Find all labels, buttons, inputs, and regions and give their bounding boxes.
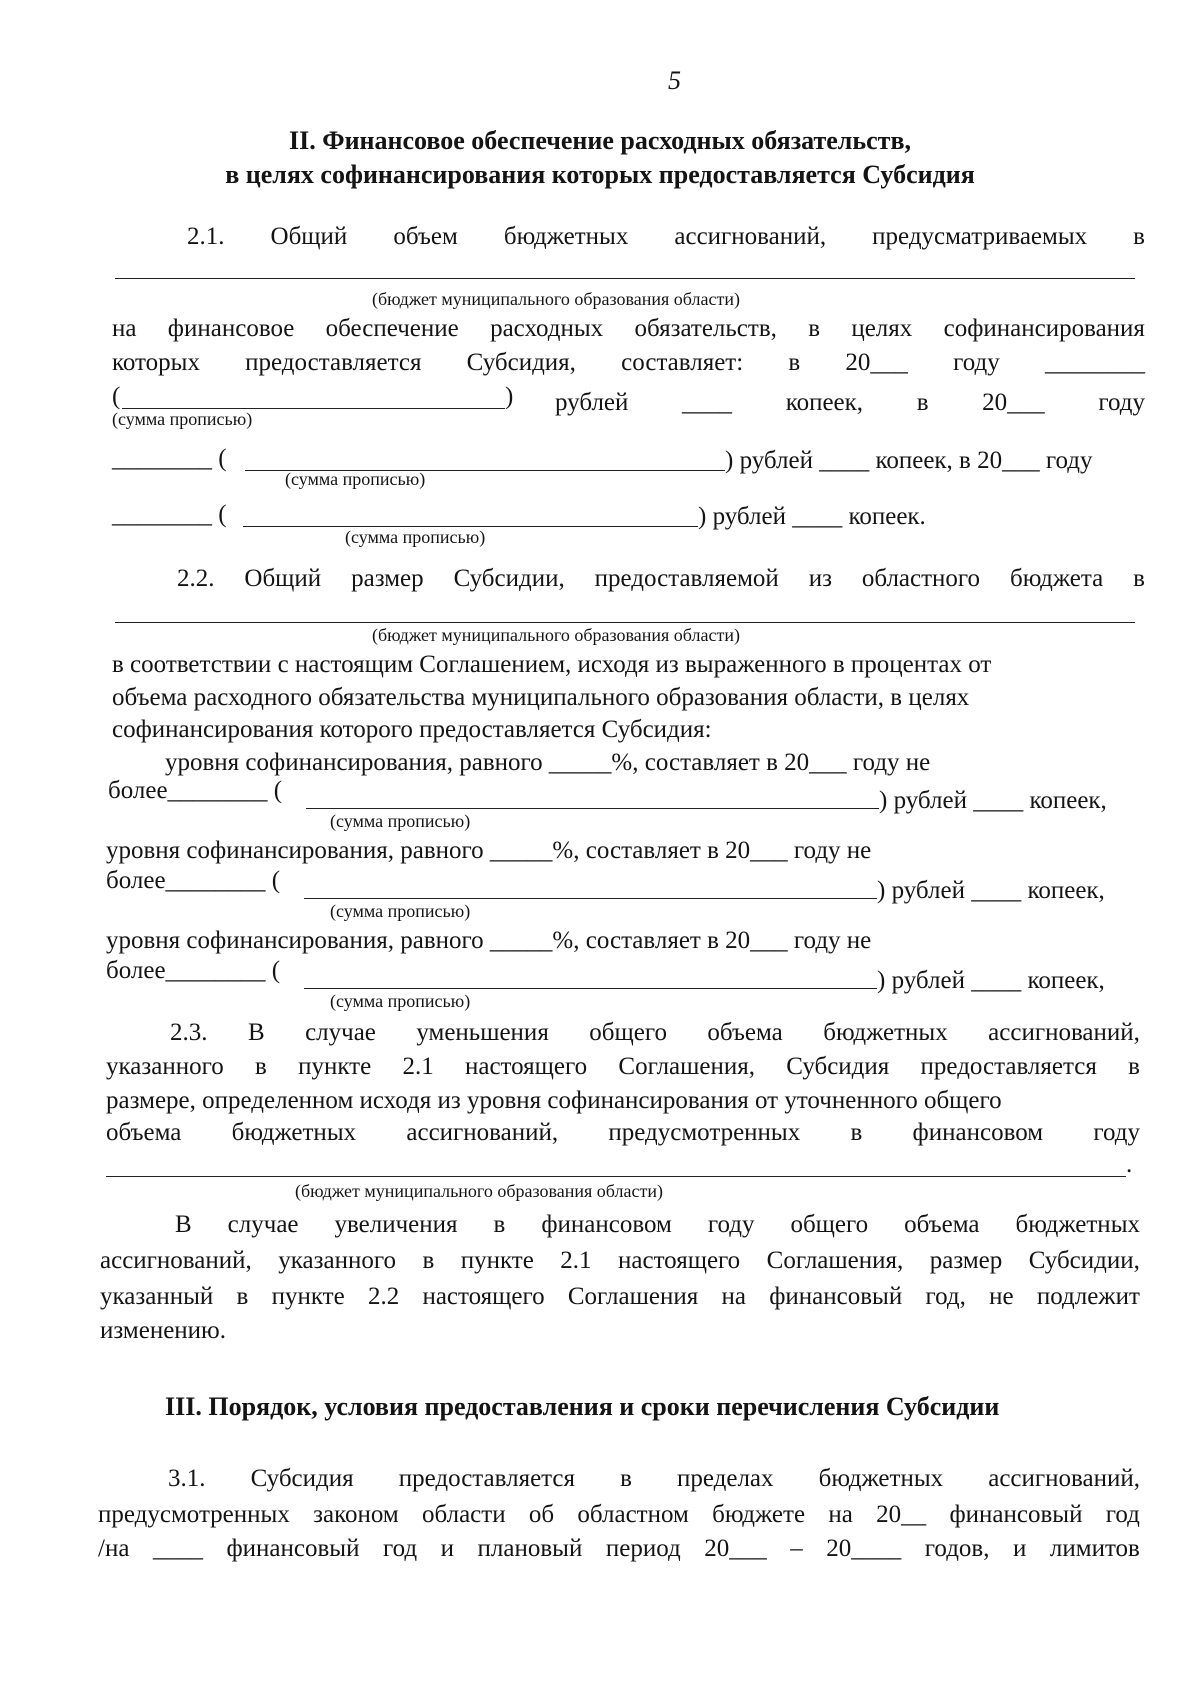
word: размер xyxy=(351,565,424,592)
word: 20___ xyxy=(845,349,908,376)
word: году xyxy=(1093,1119,1140,1146)
word: предоставляется xyxy=(920,1053,1097,1080)
p22-more-3-start: более________ ( xyxy=(106,957,281,984)
word: бюджетных xyxy=(823,1019,948,1046)
word: в xyxy=(255,1053,267,1080)
word: копеек, xyxy=(785,389,864,416)
word: ____ xyxy=(682,389,733,416)
word: случае xyxy=(227,1211,299,1238)
section-2-heading-line2: в целях софинансирования которых предоставляется Субсидия xyxy=(225,160,975,189)
p31-line1 xyxy=(168,1464,1140,1494)
word: законом xyxy=(313,1501,399,1528)
word: ____ xyxy=(152,1535,203,1562)
word: целях xyxy=(851,315,913,342)
word: 20___ xyxy=(982,389,1045,416)
word: областного xyxy=(861,565,981,592)
p23-period: . xyxy=(1126,1151,1133,1178)
word: в xyxy=(808,315,821,342)
word: период xyxy=(605,1535,681,1562)
word: ассигнований, xyxy=(406,1119,559,1146)
p21-sum-caption-2: (сумма прописью) xyxy=(285,469,426,489)
word: пункте xyxy=(271,1283,345,1310)
word: 3.1. xyxy=(168,1465,206,1492)
word: области xyxy=(422,1501,506,1528)
word: областном xyxy=(577,1501,689,1528)
word: из xyxy=(808,565,832,592)
word: случае xyxy=(305,1019,376,1046)
word: общего xyxy=(790,1211,869,1238)
p22-level-3: уровня софинансирования, равного _____%, составляет в 20___ году не xyxy=(106,927,872,954)
word: /на xyxy=(98,1535,130,1562)
word: год xyxy=(1105,1501,1140,1528)
word: 20__ xyxy=(876,1501,927,1528)
word: общего xyxy=(589,1019,667,1046)
word: в xyxy=(493,1211,506,1238)
p23-line1 xyxy=(170,1018,1140,1048)
word: в xyxy=(850,1119,863,1146)
p22-level-1: уровня софинансирования, равного _____%, составляет в 20___ году не xyxy=(165,749,931,776)
word: 2.2 xyxy=(367,1283,400,1310)
word: предусматриваемых xyxy=(872,223,1088,250)
p31-line2 xyxy=(98,1500,1140,1530)
word: настоящего xyxy=(464,1053,588,1080)
p22-more-3-end: ) рублей ____ копеек, xyxy=(877,967,1105,994)
word: бюджетных xyxy=(818,1465,944,1492)
p22-level-2: уровня софинансирования, равного _____%, составляет в 20___ году не xyxy=(106,837,872,864)
word: Соглашения, xyxy=(766,1247,904,1274)
p23b-line3 xyxy=(100,1282,1140,1312)
word: ассигнований, xyxy=(988,1019,1140,1046)
word: финансовый xyxy=(949,1501,1083,1528)
word: финансовом xyxy=(541,1211,672,1238)
p21-line3 xyxy=(112,348,1145,378)
word: в xyxy=(916,389,929,416)
word: в xyxy=(1128,1053,1140,1080)
word: Субсидии, xyxy=(453,565,565,592)
p21-line2 xyxy=(112,314,1145,344)
word: Субсидия xyxy=(250,1465,354,1492)
word: Соглашения, xyxy=(618,1053,755,1080)
word: плановый xyxy=(477,1535,583,1562)
word: объема xyxy=(106,1119,182,1146)
word: 2.1 xyxy=(560,1247,592,1274)
word: на xyxy=(828,1501,853,1528)
p22-sum-caption-1: (сумма прописью) xyxy=(330,811,471,831)
word: год xyxy=(382,1535,418,1562)
word: финансовый xyxy=(226,1535,360,1562)
word: объем xyxy=(393,223,458,250)
word: годов, xyxy=(924,1535,990,1562)
word: финансовый xyxy=(769,1283,903,1310)
word: финансовом xyxy=(912,1119,1044,1146)
word: которых xyxy=(112,349,200,376)
p22-more-2-start: более________ ( xyxy=(106,867,281,894)
word: и xyxy=(1013,1535,1027,1562)
word: бюджета xyxy=(1009,565,1104,592)
word: – xyxy=(790,1535,803,1562)
word: пункте xyxy=(298,1053,372,1080)
word: бюджетных xyxy=(1015,1211,1140,1238)
word: рублей xyxy=(555,389,629,416)
word: финансовое xyxy=(167,315,295,342)
p22-line2: в соответствии с настоящим Соглашением, исходя из выраженного в процентах от xyxy=(112,651,992,678)
word: Общий xyxy=(270,223,348,250)
word: год, xyxy=(925,1283,966,1310)
word: в xyxy=(620,1465,632,1492)
word: в xyxy=(1133,223,1145,250)
p21-line5-end: ) рублей ____ копеек, в 20___ году xyxy=(725,447,1093,474)
word: софинансирования xyxy=(943,315,1145,342)
p23b-line1 xyxy=(175,1210,1140,1240)
p21-sum-caption-1: (сумма прописью) xyxy=(112,409,253,429)
word: году xyxy=(707,1211,755,1238)
word: объема xyxy=(904,1211,980,1238)
p22-more-3-blank xyxy=(304,988,877,989)
p23-budget-caption: (бюджет муниципального образования области) xyxy=(295,1181,663,1201)
word: ассигнований, xyxy=(988,1465,1140,1492)
word: Соглашения xyxy=(567,1283,699,1310)
p22-more-1-blank xyxy=(306,808,879,809)
word: 20___ xyxy=(704,1535,767,1562)
word: бюджете xyxy=(712,1501,806,1528)
word: предоставляется xyxy=(245,349,422,376)
p21-budget-caption: (бюджет муниципального образования области) xyxy=(372,289,740,309)
word: году xyxy=(953,349,1000,376)
word: предусмотренных xyxy=(98,1501,290,1528)
word: ассигнований, xyxy=(100,1247,252,1274)
word: настоящего xyxy=(618,1247,741,1274)
word: на xyxy=(721,1283,746,1310)
word: настоящего xyxy=(422,1283,545,1310)
p22-budget-blank xyxy=(115,622,1135,623)
word: и xyxy=(440,1535,455,1562)
p22-sum-caption-3: (сумма прописью) xyxy=(330,991,471,1011)
word: указанного xyxy=(106,1053,224,1080)
word: в xyxy=(422,1247,435,1274)
p23b-line4: изменению. xyxy=(100,1317,226,1344)
word: Субсидия xyxy=(786,1053,890,1080)
word: в xyxy=(236,1283,249,1310)
p21-sum-caption-3: (сумма прописью) xyxy=(345,527,486,547)
word: предоставляется xyxy=(398,1465,575,1492)
word: лимитов xyxy=(1049,1535,1140,1562)
section-2-heading-line1: II. Финансовое обеспечение расходных обязательств, xyxy=(289,126,911,155)
p22-more-1-start: более________ ( xyxy=(108,777,283,804)
word: указанный xyxy=(100,1283,214,1310)
word: 2.1. xyxy=(187,223,225,250)
word: указанного xyxy=(278,1247,396,1274)
p22-line4: софинансирования которого предоставляется Субсидия: xyxy=(112,716,712,743)
p21-budget-blank xyxy=(115,278,1135,279)
p21-line4-close: ) xyxy=(505,383,514,410)
word: бюджетных xyxy=(231,1119,357,1146)
word: 2.3. xyxy=(170,1019,208,1046)
word: пункте xyxy=(460,1247,534,1274)
p21-line4-open: ( xyxy=(112,383,121,410)
word: обязательств, xyxy=(634,315,777,342)
word: об xyxy=(528,1501,555,1528)
section-3-heading: III. Порядок, условия предоставления и сроки перечисления Субсидии xyxy=(165,1392,1000,1421)
p21-line6-end: ) рублей ____ копеек. xyxy=(698,503,926,530)
word: размер xyxy=(929,1247,1003,1274)
p22-sum-caption-2: (сумма прописью) xyxy=(330,901,471,921)
p22-line3: объема расходного обязательства муниципального образования области, в целях xyxy=(112,684,970,711)
word: Субсидия, xyxy=(466,349,576,376)
p21-line1 xyxy=(187,222,1145,252)
word: году xyxy=(1098,389,1145,416)
word: на xyxy=(112,315,137,342)
p21-line6-start: ________ ( xyxy=(112,501,227,528)
p23-line2 xyxy=(106,1052,1140,1082)
p22-more-2-end: ) рублей ____ копеек, xyxy=(877,877,1105,904)
p31-line3 xyxy=(98,1534,1140,1564)
word: 2.1 xyxy=(402,1053,434,1080)
p21-line4-rest xyxy=(555,388,1145,418)
word: предоставляемой xyxy=(594,565,779,592)
word: В xyxy=(175,1211,192,1238)
word: Субсидии, xyxy=(1028,1247,1140,1274)
p23-line4 xyxy=(106,1118,1140,1148)
word: обеспечение xyxy=(325,315,459,342)
p23b-line2 xyxy=(100,1246,1140,1276)
p22-budget-caption: (бюджет муниципального образования области) xyxy=(372,625,740,645)
word: 20____ xyxy=(826,1535,902,1562)
word: в xyxy=(788,349,801,376)
p22-more-2-blank xyxy=(304,898,877,899)
word: не xyxy=(989,1283,1014,1310)
word: объема xyxy=(707,1019,783,1046)
word: ________ xyxy=(1044,349,1145,376)
word: увеличения xyxy=(334,1211,458,1238)
p22-line1 xyxy=(177,564,1145,594)
page-number: 5 xyxy=(668,66,681,95)
p23-line3: размере, определенном исходя из уровня софинансирования от уточненного общего xyxy=(106,1087,1002,1114)
word: составляет: xyxy=(621,349,744,376)
word: уменьшения xyxy=(416,1019,549,1046)
p21-line5-start: ________ ( xyxy=(112,445,227,472)
word: ассигнований, xyxy=(674,223,827,250)
p22-more-1-end: ) рублей ____ копеек, xyxy=(879,787,1107,814)
word: предусмотренных xyxy=(608,1119,801,1146)
word: 2.2. xyxy=(177,565,215,592)
word: В xyxy=(247,1019,265,1046)
word: подлежит xyxy=(1036,1283,1140,1310)
p23-budget-blank xyxy=(106,1176,1126,1177)
word: в xyxy=(1133,565,1145,592)
word: Общий xyxy=(244,565,322,592)
word: пределах xyxy=(677,1465,774,1492)
word: расходных xyxy=(490,315,604,342)
word: бюджетных xyxy=(503,223,629,250)
